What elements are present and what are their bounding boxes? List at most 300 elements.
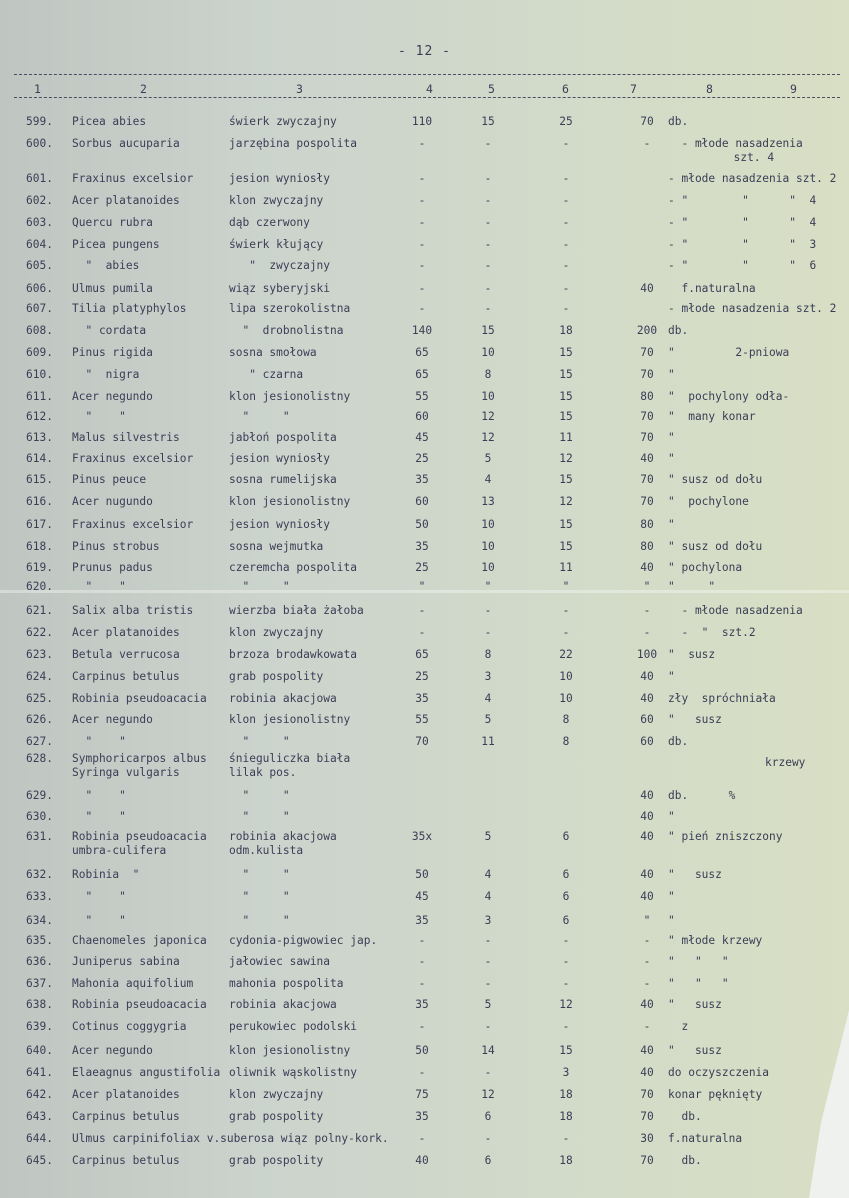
column-number: 7 xyxy=(630,82,637,96)
value-col5: 6 xyxy=(484,1154,492,1167)
value-col5: 3 xyxy=(484,914,492,927)
value-col4: 65 xyxy=(415,346,429,359)
column-number: 3 xyxy=(296,82,303,96)
value-col4: - xyxy=(418,172,426,185)
remark: " xyxy=(668,452,675,465)
remark: - młode nasadzenia xyxy=(668,137,803,150)
remark: " xyxy=(668,431,675,444)
entry-number: 633. xyxy=(26,890,53,903)
value-col7: 70 xyxy=(640,346,654,359)
latin-name: Acer negundo xyxy=(72,390,153,403)
latin-name: Juniperus sabina xyxy=(72,955,180,968)
value-col5: - xyxy=(484,259,492,272)
table-row xyxy=(0,452,849,472)
value-col6: 6 xyxy=(562,914,570,927)
table-row xyxy=(0,410,849,430)
table-row xyxy=(0,580,849,600)
polish-name: klon jesionolistny xyxy=(229,390,351,403)
column-number: 6 xyxy=(562,82,569,96)
table-row xyxy=(0,1132,849,1152)
value-col6: 10 xyxy=(559,670,573,683)
value-col6: 15 xyxy=(559,390,573,403)
value-col7: 70 xyxy=(640,495,654,508)
polish-name: świerk kłujący xyxy=(229,238,324,251)
entry-number: 606. xyxy=(26,282,53,295)
entry-number: 610. xyxy=(26,368,53,381)
table-row xyxy=(0,934,849,954)
polish-name: perukowiec podolski xyxy=(229,1020,357,1033)
polish-name: " " xyxy=(229,789,290,802)
value-col7: 40 xyxy=(640,692,654,705)
entry-number: 622. xyxy=(26,626,53,639)
value-col7: 70 xyxy=(640,473,654,486)
table-row xyxy=(0,789,849,809)
latin-name: " " xyxy=(72,735,126,748)
table-row xyxy=(0,137,849,164)
latin-name: Quercu rubra xyxy=(72,216,153,229)
value-col6: - xyxy=(562,172,570,185)
value-col5: - xyxy=(484,216,492,229)
value-col6: 15 xyxy=(559,368,573,381)
entry-number: 613. xyxy=(26,431,53,444)
polish-name: klon zwyczajny xyxy=(229,194,324,207)
polish-name: sosna wejmutka xyxy=(229,540,324,553)
value-col6: 15 xyxy=(559,518,573,531)
value-col6: 15 xyxy=(559,346,573,359)
value-col7: 80 xyxy=(640,540,654,553)
header-rule-bottom xyxy=(14,97,840,98)
entry-number: 637. xyxy=(26,977,53,990)
value-col4: - xyxy=(418,259,426,272)
table-row xyxy=(0,346,849,366)
value-col5: 15 xyxy=(481,324,495,337)
polish-name: robinia akacjowa xyxy=(229,998,337,1011)
polish-name: sosna rumelijska xyxy=(229,473,337,486)
polish-name: klon zwyczajny xyxy=(229,1088,324,1101)
value-col6: 6 xyxy=(562,890,570,903)
value-col7: 40 xyxy=(640,670,654,683)
table-row xyxy=(0,518,849,538)
latin-name: Pinus strobus xyxy=(72,540,160,553)
latin-name: Carpinus betulus xyxy=(72,670,180,683)
latin-name: Elaeagnus angustifolia xyxy=(72,1066,221,1079)
value-col6: - xyxy=(562,216,570,229)
value-col7: - xyxy=(643,977,651,990)
value-col6: 18 xyxy=(559,1154,573,1167)
remark: " " " xyxy=(668,977,729,990)
value-col7: 40 xyxy=(640,452,654,465)
polish-name: jarzębina pospolita xyxy=(229,137,357,150)
table-row xyxy=(0,1110,849,1130)
column-number: 8 xyxy=(706,82,713,96)
remark: " xyxy=(668,368,675,381)
value-col4: 35 xyxy=(415,473,429,486)
remark: " susz xyxy=(668,998,722,1011)
remark: db. xyxy=(668,735,689,748)
remark: - " szt.2 xyxy=(668,626,756,639)
remark: - " " " 4 xyxy=(668,216,817,229)
latin-name: " " xyxy=(72,890,126,903)
value-col7: 100 xyxy=(636,648,658,661)
remark: " susz od dołu xyxy=(668,540,763,553)
value-col4: 35 xyxy=(415,1110,429,1123)
value-col4: 65 xyxy=(415,648,429,661)
value-col7: - xyxy=(643,934,651,947)
value-col5: 3 xyxy=(484,670,492,683)
entry-number: 616. xyxy=(26,495,53,508)
polish-name: wierzba biała żałoba xyxy=(229,604,364,617)
entry-number: 623. xyxy=(26,648,53,661)
entry-number: 643. xyxy=(26,1110,53,1123)
value-col7: - xyxy=(643,1020,651,1033)
polish-name: " " xyxy=(229,580,290,593)
value-col6: - xyxy=(562,259,570,272)
polish-name: cydonia-pigwowiec jap. xyxy=(229,934,378,947)
remark: " xyxy=(668,670,675,683)
remark: " susz xyxy=(668,1044,722,1057)
polish-name: jesion wyniosły xyxy=(229,518,331,531)
table-row xyxy=(0,561,849,581)
entry-number: 628. xyxy=(26,752,53,765)
remark: " susz od dołu xyxy=(668,473,763,486)
remark: db. % xyxy=(668,789,736,802)
value-col6: - xyxy=(562,934,570,947)
value-col4: 35 xyxy=(415,998,429,1011)
remark: - " " " 4 xyxy=(668,194,817,207)
table-row xyxy=(0,115,849,135)
latin-name: " " xyxy=(72,580,126,593)
value-col6: 6 xyxy=(562,830,570,843)
latin-name: Robinia pseudoacacia xyxy=(72,998,207,1011)
value-col7: 70 xyxy=(640,431,654,444)
entry-number: 625. xyxy=(26,692,53,705)
polish-name-continued: lilak pos. xyxy=(229,766,297,779)
latin-name: Acer negundo xyxy=(72,713,153,726)
latin-name: Robinia pseudoacacia xyxy=(72,692,207,705)
entry-number: 600. xyxy=(26,137,53,150)
polish-name: sosna smołowa xyxy=(229,346,317,359)
value-col4: 140 xyxy=(411,324,433,337)
table-row xyxy=(0,216,849,236)
table-row xyxy=(0,1088,849,1108)
table-row xyxy=(0,238,849,258)
value-col6: 8 xyxy=(562,713,570,726)
value-col5: 4 xyxy=(484,473,492,486)
value-col4: 25 xyxy=(415,561,429,574)
table-row xyxy=(0,172,849,192)
value-col5: - xyxy=(484,238,492,251)
value-col7: - xyxy=(643,955,651,968)
value-col4: - xyxy=(418,626,426,639)
value-col7: 70 xyxy=(640,1088,654,1101)
value-col4: 60 xyxy=(415,495,429,508)
polish-name: brzoza brodawkowata xyxy=(229,648,357,661)
latin-name: Fraxinus excelsior xyxy=(72,172,194,185)
value-col7: 30 xyxy=(640,1132,654,1145)
latin-name-continued: Syringa vulgaris xyxy=(72,766,180,779)
remark: " xyxy=(668,914,675,927)
remark: " pochylona xyxy=(668,561,743,574)
entry-number: 641. xyxy=(26,1066,53,1079)
table-row xyxy=(0,830,849,857)
remark-continued: szt. 4 xyxy=(700,151,775,164)
remark: " xyxy=(668,890,675,903)
value-col4: 55 xyxy=(415,390,429,403)
value-col6: - xyxy=(562,955,570,968)
value-col4: 50 xyxy=(415,868,429,881)
polish-name: lipa szerokolistna xyxy=(229,302,351,315)
value-col5: 12 xyxy=(481,1088,495,1101)
table-row xyxy=(0,324,849,344)
polish-name: klon jesionolistny xyxy=(229,495,351,508)
table-row xyxy=(0,473,849,493)
value-col7: 40 xyxy=(640,561,654,574)
value-col5: 4 xyxy=(484,890,492,903)
value-col5: 6 xyxy=(484,1110,492,1123)
polish-name: klon jesionolistny xyxy=(229,713,351,726)
column-number: 9 xyxy=(790,82,797,96)
value-col5: 5 xyxy=(484,998,492,1011)
entry-number: 609. xyxy=(26,346,53,359)
latin-name: Betula verrucosa xyxy=(72,648,180,661)
value-col5: 4 xyxy=(484,868,492,881)
value-col7: 40 xyxy=(640,890,654,903)
value-col5: 4 xyxy=(484,692,492,705)
value-col6: 8 xyxy=(562,735,570,748)
latin-name: Robinia pseudoacacia xyxy=(72,830,207,843)
table-row xyxy=(0,194,849,214)
entry-number: 602. xyxy=(26,194,53,207)
latin-name: Malus silvestris xyxy=(72,431,180,444)
value-col6: - xyxy=(562,977,570,990)
column-number: 2 xyxy=(140,82,147,96)
value-col4: 75 xyxy=(415,1088,429,1101)
value-col6: 15 xyxy=(559,410,573,423)
value-col4: - xyxy=(418,1132,426,1145)
entry-number: 615. xyxy=(26,473,53,486)
polish-name-continued: odm.kulista xyxy=(229,844,304,857)
value-col6: " xyxy=(562,580,570,593)
value-col4: 70 xyxy=(415,735,429,748)
value-col5: - xyxy=(484,1066,492,1079)
entry-number: 620. xyxy=(26,580,53,593)
latin-name: Mahonia aquifolium xyxy=(72,977,194,990)
latin-name: " cordata xyxy=(72,324,147,337)
latin-name: Ulmus pumila xyxy=(72,282,153,295)
latin-name: " " xyxy=(72,789,126,802)
value-col6: 11 xyxy=(559,561,573,574)
table-row xyxy=(0,670,849,690)
table-row xyxy=(0,1044,849,1064)
value-col7: 40 xyxy=(640,868,654,881)
latin-name-continued: umbra-culifera xyxy=(72,844,167,857)
table-row xyxy=(0,390,849,410)
value-col5: 10 xyxy=(481,346,495,359)
table-row xyxy=(0,540,849,560)
value-col7: 60 xyxy=(640,735,654,748)
value-col5: 12 xyxy=(481,410,495,423)
entry-number: 632. xyxy=(26,868,53,881)
value-col7: - xyxy=(643,604,651,617)
table-row xyxy=(0,1154,849,1174)
value-col4: - xyxy=(418,216,426,229)
latin-name: Acer platanoides xyxy=(72,626,180,639)
value-col4: " xyxy=(418,580,426,593)
value-col4: 35x xyxy=(411,830,433,843)
value-col6: 12 xyxy=(559,495,573,508)
value-col6: 12 xyxy=(559,452,573,465)
polish-name: mahonia pospolita xyxy=(229,977,344,990)
polish-name: " " xyxy=(229,735,290,748)
value-col6: - xyxy=(562,137,570,150)
value-col7: 40 xyxy=(640,282,654,295)
entry-number: 614. xyxy=(26,452,53,465)
value-col5: 15 xyxy=(481,115,495,128)
latin-name: Sorbus aucuparia xyxy=(72,137,180,150)
value-col6: 12 xyxy=(559,998,573,1011)
remark: " " xyxy=(668,580,716,593)
table-row xyxy=(0,890,849,910)
value-col4: 35 xyxy=(415,914,429,927)
remark: " xyxy=(668,518,675,531)
latin-name: Tilia platyphylos xyxy=(72,302,187,315)
latin-name: Pinus rigida xyxy=(72,346,153,359)
value-col4: - xyxy=(418,604,426,617)
value-col4: 25 xyxy=(415,452,429,465)
polish-name: śnieguliczka biała xyxy=(229,752,351,765)
remark: f.naturalna xyxy=(668,282,756,295)
polish-name: grab pospolity xyxy=(229,1154,324,1167)
value-col7: - xyxy=(643,137,651,150)
value-col6: - xyxy=(562,302,570,315)
value-col5: 13 xyxy=(481,495,495,508)
value-col4: - xyxy=(418,955,426,968)
remark: " pochylony odła- xyxy=(668,390,790,403)
table-row xyxy=(0,713,849,733)
latin-name: Picea abies xyxy=(72,115,147,128)
value-col4: - xyxy=(418,302,426,315)
value-col7: 70 xyxy=(640,1154,654,1167)
entry-number: 642. xyxy=(26,1088,53,1101)
latin-name: " nigra xyxy=(72,368,140,381)
value-col5: - xyxy=(484,302,492,315)
remark: " susz xyxy=(668,713,722,726)
value-col6: 10 xyxy=(559,692,573,705)
remark: db. xyxy=(668,1154,702,1167)
value-col5: - xyxy=(484,626,492,639)
polish-name: " drobnolistna xyxy=(229,324,344,337)
value-col5: 10 xyxy=(481,540,495,553)
entry-number: 607. xyxy=(26,302,53,315)
polish-name: czeremcha pospolita xyxy=(229,561,357,574)
value-col4: 60 xyxy=(415,410,429,423)
entry-number: 630. xyxy=(26,810,53,823)
remark: " 2-pniowa xyxy=(668,346,790,359)
table-row xyxy=(0,282,849,302)
value-col7: 80 xyxy=(640,518,654,531)
remark: zły spróchniała xyxy=(668,692,776,705)
value-col5: 11 xyxy=(481,735,495,748)
entry-number: 627. xyxy=(26,735,53,748)
polish-name: robinia akacjowa xyxy=(229,692,337,705)
value-col7: 70 xyxy=(640,410,654,423)
polish-name: " czarna xyxy=(229,368,304,381)
value-col4: 50 xyxy=(415,518,429,531)
header-rule-top xyxy=(14,74,840,75)
latin-name: Fraxinus excelsior xyxy=(72,452,194,465)
value-col4: - xyxy=(418,1020,426,1033)
value-col6: 22 xyxy=(559,648,573,661)
value-col5: 5 xyxy=(484,830,492,843)
value-col6: 15 xyxy=(559,540,573,553)
table-row xyxy=(0,692,849,712)
entry-number: 603. xyxy=(26,216,53,229)
column-number: 1 xyxy=(34,82,41,96)
polish-name: " zwyczajny xyxy=(229,259,331,272)
polish-name: " " xyxy=(229,890,290,903)
value-col5: 5 xyxy=(484,452,492,465)
entry-number: 634. xyxy=(26,914,53,927)
value-col6: 18 xyxy=(559,1110,573,1123)
entry-number: 599. xyxy=(26,115,53,128)
value-col7: 70 xyxy=(640,368,654,381)
value-col4: 45 xyxy=(415,431,429,444)
latin-name: Symphoricarpos albus xyxy=(72,752,207,765)
remark: " młode krzewy xyxy=(668,934,763,947)
table-row xyxy=(0,368,849,388)
polish-name: wiąz syberyjski xyxy=(229,282,331,295)
table-row xyxy=(0,1066,849,1086)
polish-name: klon jesionolistny xyxy=(229,1044,351,1057)
column-number: 5 xyxy=(488,82,495,96)
table-row xyxy=(0,431,849,451)
table-row xyxy=(0,810,849,830)
table-row xyxy=(0,752,849,779)
latin-name: Salix alba tristis xyxy=(72,604,194,617)
value-col7: 40 xyxy=(640,810,654,823)
latin-name: Acer nugundo xyxy=(72,495,153,508)
entry-number: 644. xyxy=(26,1132,53,1145)
table-row xyxy=(0,914,849,934)
polish-name: dąb czerwony xyxy=(229,216,310,229)
value-col5: - xyxy=(484,194,492,207)
table-row xyxy=(0,495,849,515)
remark: " pochylone xyxy=(668,495,749,508)
value-col4: - xyxy=(418,238,426,251)
value-col4: 65 xyxy=(415,368,429,381)
polish-name: " " xyxy=(229,914,290,927)
value-col4: 55 xyxy=(415,713,429,726)
value-col5: 14 xyxy=(481,1044,495,1057)
polish-name: jesion wyniosły xyxy=(229,172,331,185)
latin-name: Prunus padus xyxy=(72,561,153,574)
latin-name: Ulmus carpinifoliax v.suberosa wiąz polny-kork. xyxy=(72,1132,389,1145)
polish-name: jałowiec sawina xyxy=(229,955,331,968)
latin-name: Fraxinus excelsior xyxy=(72,518,194,531)
value-col6: 6 xyxy=(562,868,570,881)
value-col7: 200 xyxy=(636,324,658,337)
value-col5: 10 xyxy=(481,561,495,574)
value-col6: - xyxy=(562,1020,570,1033)
value-col7: 70 xyxy=(640,1110,654,1123)
value-col5: - xyxy=(484,934,492,947)
value-col5: 5 xyxy=(484,713,492,726)
value-col4: 40 xyxy=(415,1154,429,1167)
remark: db. xyxy=(668,1110,702,1123)
value-col7: 80 xyxy=(640,390,654,403)
entry-number: 611. xyxy=(26,390,53,403)
remark: db. xyxy=(668,324,689,337)
